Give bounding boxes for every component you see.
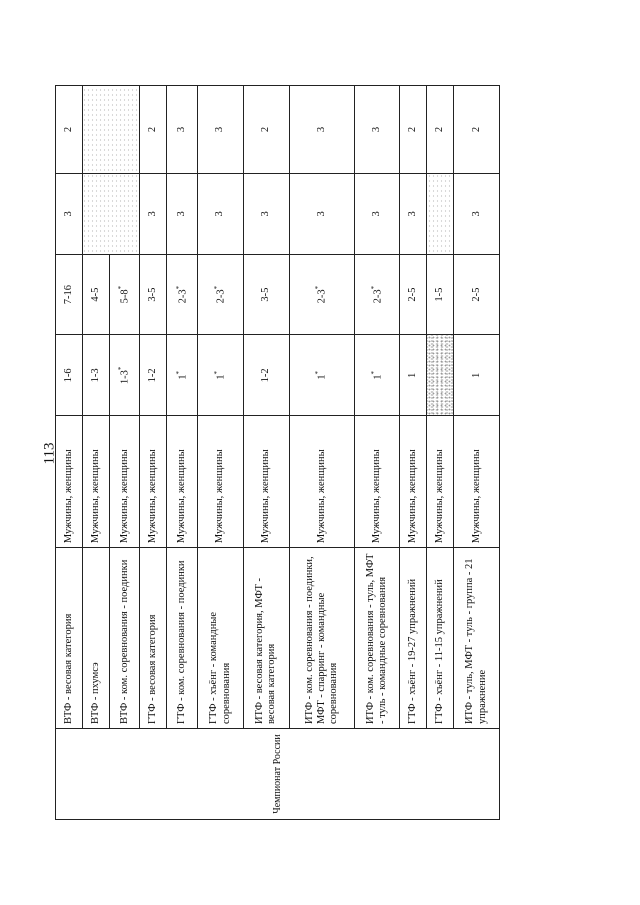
place-range-cell: 2-3*	[167, 254, 198, 335]
place-cell: 1*	[289, 335, 354, 416]
footnote-mark: *	[369, 285, 378, 290]
table-row	[198, 86, 244, 820]
value-cell: 3	[243, 173, 289, 254]
gender-cell: Мужчины, женщины	[109, 416, 140, 548]
value-cell: 3	[354, 173, 400, 254]
rotated-table-wrapper	[55, 85, 500, 820]
value-cell: 3	[167, 86, 198, 174]
footnote-mark: *	[213, 370, 222, 375]
discipline-cell: ГТФ - хъёнг - командные соревнования	[198, 548, 244, 729]
rotated-table-container	[55, 85, 500, 820]
table-row	[243, 86, 289, 820]
value-cell: 3	[198, 86, 244, 174]
place-range-cell: 3-5	[243, 254, 289, 335]
place-cell: 1-2	[140, 335, 167, 416]
value-cell	[82, 173, 140, 254]
gender-cell: Мужчины, женщины	[82, 416, 109, 548]
footnote-mark: *	[369, 370, 378, 375]
place-cell: 1	[400, 335, 427, 416]
table-row	[56, 86, 83, 820]
gender-cell: Мужчины, женщины	[289, 416, 354, 548]
place-range-cell: 2-3*	[198, 254, 244, 335]
discipline-cell: ГТФ - хъёнг - 11-15 упражнений	[427, 548, 454, 729]
discipline-cell: ГТФ - хъёнг - 19-27 упражнений	[400, 548, 427, 729]
place-range-cell: 7-16	[56, 254, 83, 335]
place-range-cell: 4-5	[82, 254, 109, 335]
gender-cell: Мужчины, женщины	[167, 416, 198, 548]
place-cell: 1*	[167, 335, 198, 416]
gender-cell: Мужчины, женщины	[400, 416, 427, 548]
place-range-cell: 5-8*	[109, 254, 140, 335]
place-cell: 1*	[354, 335, 400, 416]
discipline-cell: ГТФ - ком. соревнования - поединки	[167, 548, 198, 729]
value-cell: 2	[427, 86, 454, 174]
table-row	[289, 86, 354, 820]
footnote-mark: *	[117, 366, 126, 371]
table-row	[167, 86, 198, 820]
value-cell: 3	[198, 173, 244, 254]
value-cell: 2	[243, 86, 289, 174]
value-cell: 3	[140, 173, 167, 254]
discipline-cell: ИТФ - весовая категория, МФТ - весовая категория	[243, 548, 289, 729]
place-range-cell: 1-5	[427, 254, 454, 335]
table-row	[140, 86, 167, 820]
footnote-mark: *	[314, 370, 323, 375]
place-cell: 1*	[198, 335, 244, 416]
place-cell	[427, 335, 454, 416]
gender-cell: Мужчины, женщины	[243, 416, 289, 548]
value-cell: 3	[289, 86, 354, 174]
table-row	[400, 86, 427, 820]
discipline-cell: ВТФ - ком. соревнования - поединки	[109, 548, 140, 729]
place-range-cell: 2-5	[400, 254, 427, 335]
footnote-mark: *	[174, 285, 183, 290]
gender-cell: Мужчины, женщины	[140, 416, 167, 548]
place-range-cell: 2-5	[454, 254, 500, 335]
footnote-mark: *	[117, 285, 126, 290]
place-cell: 1-2	[243, 335, 289, 416]
discipline-cell: ИТФ - туль, МФТ - туль - группа - 21 упражнение	[454, 548, 500, 729]
value-cell: 2	[140, 86, 167, 174]
value-cell: 2	[56, 86, 83, 174]
footnote-mark: *	[174, 370, 183, 375]
value-cell: 3	[56, 173, 83, 254]
value-cell: 2	[400, 86, 427, 174]
page-number: 113	[41, 442, 58, 465]
gender-cell: Мужчины, женщины	[56, 416, 83, 548]
place-range-cell: 3-5	[140, 254, 167, 335]
place-cell: 1-3*	[109, 335, 140, 416]
competition-name: Чемпионат России	[56, 729, 500, 820]
table-body	[56, 86, 500, 820]
place-range-cell: 2-3*	[289, 254, 354, 335]
gender-cell: Мужчины, женщины	[198, 416, 244, 548]
place-cell: 1-6	[56, 335, 83, 416]
table-row	[354, 86, 400, 820]
gender-cell: Мужчины, женщины	[427, 416, 454, 548]
discipline-cell: ВТФ - пхумсэ	[82, 548, 109, 729]
value-cell: 3	[289, 173, 354, 254]
value-cell: 3	[167, 173, 198, 254]
table-row	[82, 86, 109, 820]
place-cell: 1-3	[82, 335, 109, 416]
competition-table	[55, 85, 500, 820]
discipline-cell: ИТФ - ком. соревнования - поединки, МФТ - спарринг - командные соревнования	[289, 548, 354, 729]
discipline-cell: ИТФ - ком. соревнования - туль, МФТ - туль - командные соревнования	[354, 548, 400, 729]
value-cell: 3	[454, 173, 500, 254]
footnote-mark: *	[213, 285, 222, 290]
value-cell: 3	[400, 173, 427, 254]
table-row	[454, 86, 500, 820]
value-cell: 2	[454, 86, 500, 174]
gender-cell: Мужчины, женщины	[354, 416, 400, 548]
discipline-cell: ГТФ - весовая категория	[140, 548, 167, 729]
place-range-cell: 2-3*	[354, 254, 400, 335]
footnote-mark: *	[314, 285, 323, 290]
value-cell	[82, 86, 140, 174]
place-cell: 1	[454, 335, 500, 416]
discipline-cell: ВТФ - весовая категория	[56, 548, 83, 729]
gender-cell: Мужчины, женщины	[454, 416, 500, 548]
table-row	[427, 86, 454, 820]
value-cell	[427, 173, 454, 254]
value-cell: 3	[354, 86, 400, 174]
